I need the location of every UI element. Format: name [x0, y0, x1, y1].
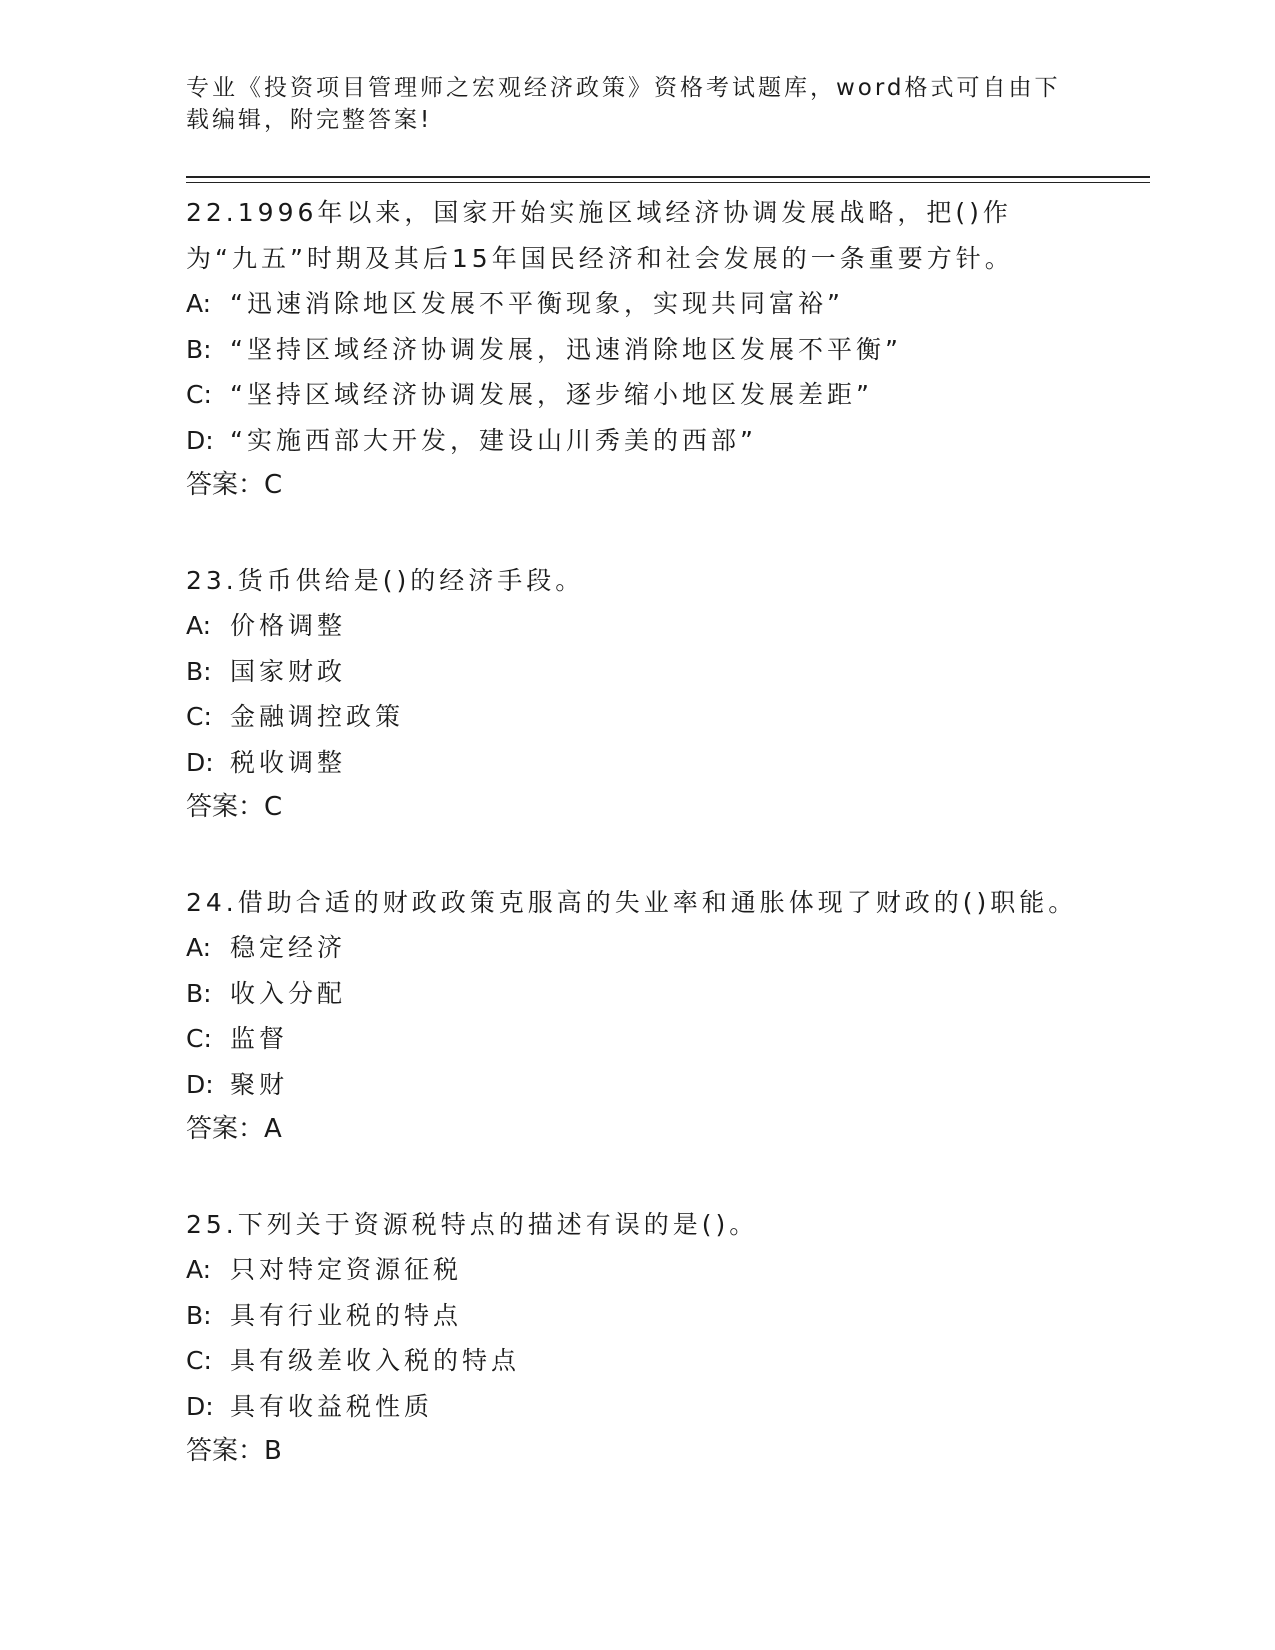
option-text: 稳定经济 — [230, 933, 347, 962]
option-text: 收入分配 — [230, 978, 347, 1008]
option-letter: B: — [186, 656, 212, 686]
answer: 答案：B — [186, 1436, 282, 1466]
option-letter: D: — [186, 747, 214, 777]
answer: 答案：A — [186, 1114, 282, 1144]
option-text: 具有行业税的特点 — [230, 1300, 463, 1330]
option-b — [186, 971, 1086, 1017]
document-header: 专业《投资项目管理师之宏观经济政策》资格考试题库，word格式可自由下载编辑，附完整答案! — [186, 75, 1061, 133]
option-d — [186, 1062, 1086, 1108]
option-letter: C: — [186, 1024, 212, 1053]
option-d — [186, 1384, 1086, 1430]
option-letter: D: — [186, 1391, 214, 1421]
option-b — [186, 649, 1086, 695]
option-c — [186, 1016, 1086, 1062]
question-stem: 24.借助合适的财政政策克服高的失业率和通胀体现了财政的()职能。 — [186, 887, 1078, 917]
option-a — [186, 603, 1086, 649]
option-text: “迅速消除地区发展不平衡现象，实现共同富裕” — [230, 289, 844, 318]
question-24 — [186, 880, 1086, 1153]
question-25 — [186, 1202, 1086, 1475]
option-letter: C: — [186, 1346, 212, 1375]
option-text: 聚财 — [230, 1069, 289, 1099]
option-letter: A: — [186, 289, 212, 318]
option-d — [186, 418, 1086, 464]
option-letter: B: — [186, 334, 212, 364]
option-text: 具有收益税性质 — [230, 1391, 434, 1421]
answer: 答案：C — [186, 792, 283, 822]
option-text: “实施西部大开发，建设山川秀美的西部” — [230, 425, 757, 455]
option-letter: A: — [186, 1255, 212, 1284]
option-text: 价格调整 — [230, 611, 347, 640]
question-list — [186, 190, 1086, 1524]
header-rule-thin — [186, 182, 1150, 183]
option-text: “坚持区域经济协调发展，迅速消除地区发展不平衡” — [230, 334, 902, 364]
option-c — [186, 1338, 1086, 1384]
option-letter: D: — [186, 425, 214, 455]
option-a — [186, 281, 1086, 327]
option-text: “坚持区域经济协调发展，逐步缩小地区发展差距” — [230, 380, 873, 409]
question-stem: 25.下列关于资源税特点的描述有误的是()。 — [186, 1209, 759, 1239]
option-a — [186, 925, 1086, 971]
option-letter: D: — [186, 1069, 214, 1099]
question-stem: 23.货币供给是()的经济手段。 — [186, 565, 585, 595]
option-letter: A: — [186, 933, 212, 962]
option-c — [186, 694, 1086, 740]
answer: 答案：C — [186, 470, 283, 500]
option-letter: C: — [186, 380, 212, 409]
option-letter: B: — [186, 1300, 212, 1330]
option-b — [186, 327, 1086, 373]
question-stem: 22.1996年以来，国家开始实施区域经济协调发展战略，把()作为“九五”时期及其后15年国民经济和社会发展的一条重要方针。 — [186, 198, 1014, 273]
option-text: 金融调控政策 — [230, 702, 405, 731]
question-23 — [186, 558, 1086, 831]
option-letter: C: — [186, 702, 212, 731]
option-text: 只对特定资源征税 — [230, 1255, 463, 1284]
header-rule-thick — [186, 176, 1150, 178]
option-text: 监督 — [230, 1024, 289, 1053]
option-text: 税收调整 — [230, 747, 347, 777]
option-text: 国家财政 — [230, 656, 347, 686]
option-d — [186, 740, 1086, 786]
option-b — [186, 1293, 1086, 1339]
option-a — [186, 1247, 1086, 1293]
option-letter: B: — [186, 978, 212, 1008]
option-c — [186, 372, 1086, 418]
option-letter: A: — [186, 611, 212, 640]
question-22 — [186, 190, 1086, 509]
option-text: 具有级差收入税的特点 — [230, 1346, 521, 1375]
